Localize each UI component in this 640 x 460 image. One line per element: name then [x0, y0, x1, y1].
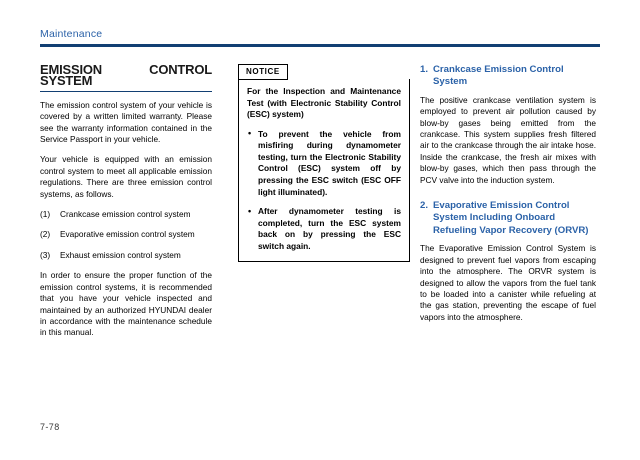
notice-bullet-text: To prevent the vehicle from misfiring during dynamometer testing, turn the Electronic Stability Control (ESC) system off by pressing the ESC switch (ESC OFF light illuminated). — [258, 128, 401, 197]
subsection-heading — [420, 64, 596, 89]
subsection-heading — [420, 200, 596, 237]
bullet-dot-icon: • — [248, 128, 252, 139]
notice-bullet — [247, 206, 401, 252]
content-block — [420, 200, 596, 323]
content-block — [420, 64, 596, 186]
column-right — [420, 64, 596, 323]
subsection-index: 1. — [420, 64, 429, 75]
paragraph: In order to ensure the proper function of the emission control systems, it is recommended that you have your vehicle inspected and maintained by an authorized HYUNDAI dealer in accordance with the maintenance schedule in this manual. — [40, 270, 212, 338]
header-divider — [40, 44, 600, 47]
list-item-label: Crankcase emission control system — [60, 209, 191, 220]
subsection-index: 2. — [420, 200, 429, 212]
notice-body — [238, 79, 410, 262]
notice-bullet-text: After dynamometer testing is completed, turn the ESC system back on by pressing the ESC switch again. — [258, 206, 401, 252]
column-middle — [238, 64, 410, 262]
column-left — [40, 64, 212, 339]
list-item-number: (2) — [40, 229, 51, 240]
subsection-title: Crankcase Emission Control System — [433, 64, 564, 88]
list-item — [40, 250, 212, 261]
page-title: EMISSION CONTROL SYSTEM — [40, 64, 212, 92]
list-item-label: Evaporative emission control system — [60, 229, 195, 240]
bullet-dot-icon: • — [248, 205, 252, 216]
notice-callout — [238, 64, 410, 262]
page-number: 7-78 — [40, 422, 60, 432]
list-item — [40, 229, 212, 240]
paragraph: Your vehicle is equipped with an emission control system to meet all applicable emission regulations. There are three emission control systems, as follows. — [40, 154, 212, 199]
notice-tab-label: NOTICE — [238, 64, 288, 80]
notice-bullet — [247, 129, 401, 199]
paragraph: The emission control system of your vehicle is covered by a written limited warranty. Please see the warranty information contained in the Service Passport in your vehicle. — [40, 99, 212, 145]
page-header — [40, 28, 600, 47]
list-item-number: (1) — [40, 209, 51, 220]
paragraph: The Evaporative Emission Control System is designed to prevent fuel vapors from escaping into the atmosphere. The ORVR system is designed to allow the vapors from the fuel tank to be loaded into a canister while refueling at the gas station, preventing the escape of fuel vapors into the atmosphere. — [420, 243, 596, 322]
list-item-number: (3) — [40, 249, 51, 260]
paragraph: The positive crankcase ventilation system is employed to prevent air pollution caused by blow-by gases being emitted from the crankcase. This system supplies fresh filtered air to the crankcase through the air intake hose. Inside the crankcase, the fresh air mixes with blow-by gases, which then pass through the PCV valve into the induction system. — [420, 94, 596, 185]
notice-heading: For the Inspection and Maintenance Test (with Electronic Stability Control (ESC) system) — [247, 85, 401, 120]
header-section-label: Maintenance — [40, 28, 103, 40]
list-item — [40, 209, 212, 220]
list-item-label: Exhaust emission control system — [60, 249, 181, 260]
subsection-title: Evaporative Emission Control System Including Onboard Refueling Vapor Recovery (ORVR) — [433, 200, 589, 236]
